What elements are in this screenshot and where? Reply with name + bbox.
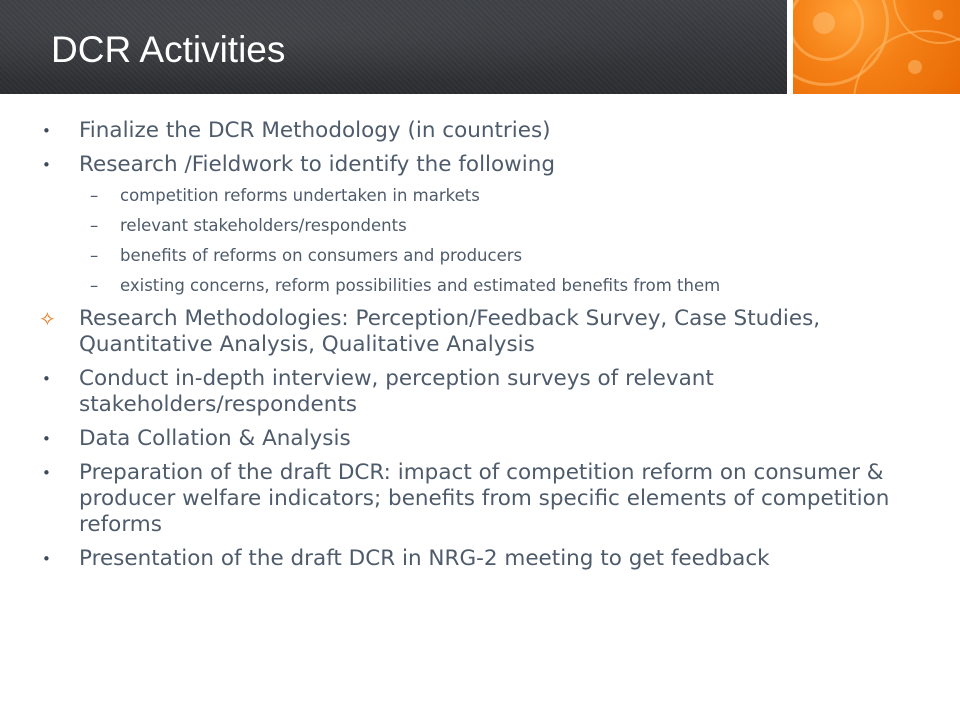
bullet-item — [42, 426, 892, 452]
bullet-text: Research Methodologies: Perception/Feedback Survey, Case Studies, Quantitative Analysis, Qualitative Analysis — [79, 306, 821, 357]
star-icon: ✧ — [39, 307, 56, 331]
dash-icon: – — [90, 186, 99, 205]
bullet-icon: • — [42, 156, 51, 174]
decorative-dot — [813, 12, 835, 34]
bullet-icon: • — [42, 550, 51, 568]
sub-bullet-text: benefits of reforms on consumers and producers — [120, 246, 523, 265]
bullet-item — [42, 118, 892, 144]
sub-bullet-item — [90, 246, 892, 265]
bullet-item — [39, 306, 892, 358]
bullet-text: Finalize the DCR Methodology (in countries) — [79, 118, 551, 143]
bullet-item — [42, 460, 892, 538]
bullet-text: Conduct in-depth interview, perception surveys of relevant stakeholders/respondents — [79, 366, 714, 417]
title-bar — [0, 0, 787, 94]
dash-icon: – — [90, 216, 99, 235]
slide-title: DCR Activities — [51, 29, 286, 70]
bullet-text: Data Collation & Analysis — [79, 426, 351, 451]
sub-bullet-text: existing concerns, reform possibilities and estimated benefits from them — [120, 276, 721, 295]
sub-bullet-text: competition reforms undertaken in markets — [120, 186, 480, 205]
bullet-icon: • — [42, 370, 51, 388]
slide-body — [39, 118, 892, 580]
bullet-item — [42, 546, 892, 572]
sub-bullet-item — [90, 276, 892, 295]
sub-bullet-text: relevant stakeholders/respondents — [120, 216, 407, 235]
bullet-item — [42, 152, 892, 178]
decorative-dot — [933, 10, 943, 20]
dash-icon: – — [90, 276, 99, 295]
dash-icon: – — [90, 246, 99, 265]
decorative-accent-panel — [793, 0, 960, 94]
bullet-icon: • — [42, 430, 51, 448]
bullet-icon: • — [42, 122, 51, 140]
bullet-item — [42, 366, 892, 418]
bullet-icon: • — [42, 464, 51, 482]
sub-bullet-list — [42, 186, 892, 295]
bullet-text: Preparation of the draft DCR: impact of competition reform on consumer & producer welfare indicators; benefits from specific elements of competition reforms — [79, 460, 890, 537]
decorative-dot — [908, 60, 922, 74]
bullet-text: Research /Fieldwork to identify the following — [79, 152, 556, 177]
sub-bullet-item — [90, 186, 892, 205]
sub-bullet-item — [90, 216, 892, 235]
bullet-text: Presentation of the draft DCR in NRG-2 meeting to get feedback — [79, 546, 770, 571]
